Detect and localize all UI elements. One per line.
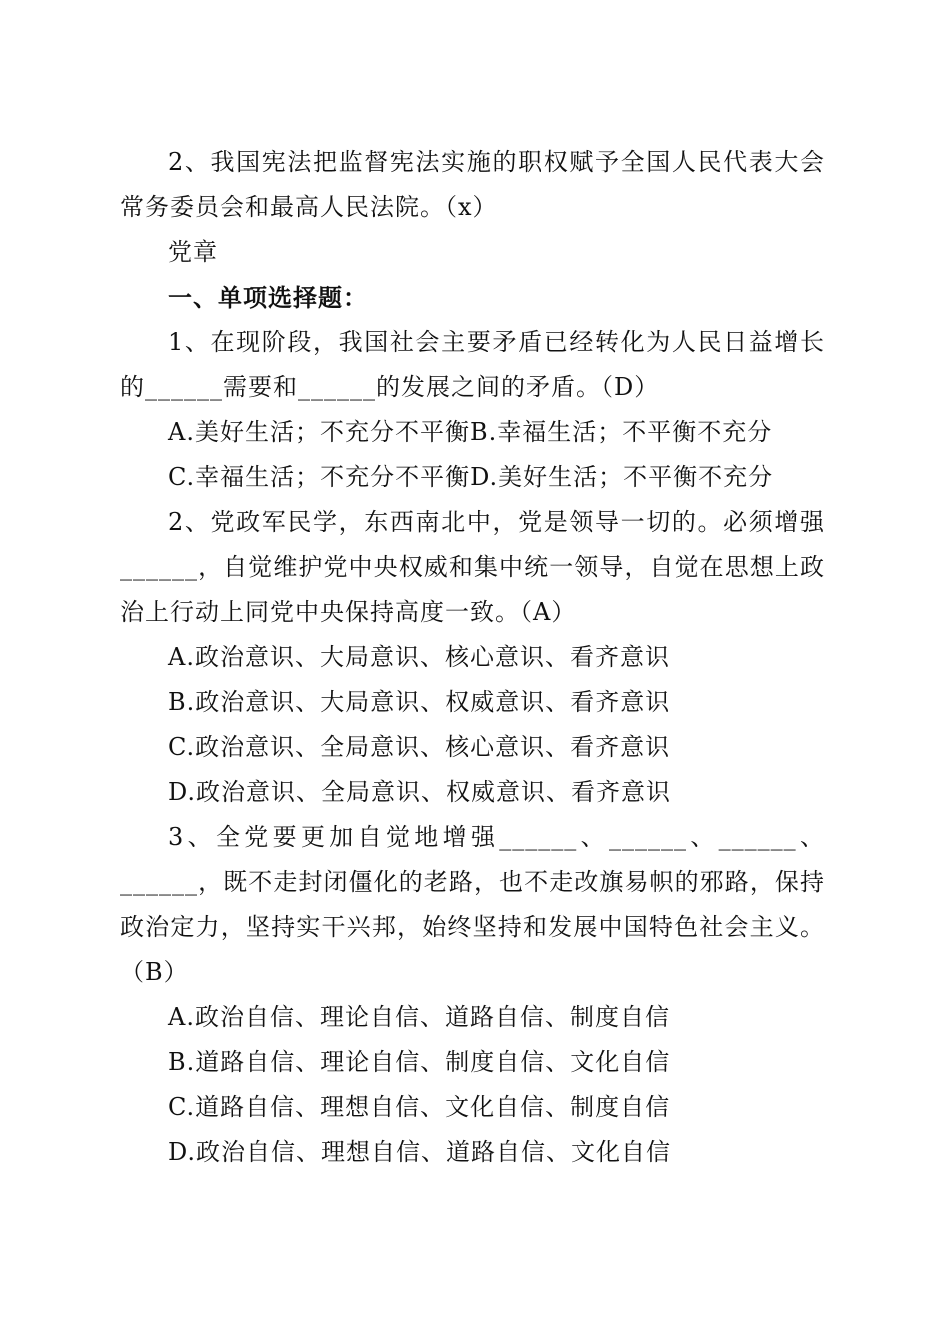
question-2-option-c: C.政治意识、全局意识、核心意识、看齐意识 [168,733,671,761]
question-3-option-a: A.政治自信、理论自信、道路自信、制度自信 [168,1003,670,1031]
question-3-option-d: D.政治自信、理想自信、道路自信、文化自信 [168,1138,672,1166]
question-2: 2、党政军民学，东西南北中，党是领导一切的。必须增强______，自觉维护党中央权威和集中统一领导，自觉在思想上政治上行动上同党中央保持高度一致。（A） [120,508,825,626]
question-const-2: 2、我国宪法把监督宪法实施的职权赋予全国人民代表大会常务委员会和最高人民法院。（x） [120,148,825,221]
question-2-option-a: A.政治意识、大局意识、核心意识、看齐意识 [168,643,670,671]
question-3: 3、全党要更加自觉地增强______、______、______、______，既不走封闭僵化的老路，也不走改旗易帜的邪路，保持政治定力，坚持实干兴邦，始终坚持和发展中国特色社会主义。（B） [120,823,825,986]
section-heading-single-choice: 一、单项选择题： [168,283,368,312]
question-1-options-cd: C.幸福生活；不充分不平衡D.美好生活；不平衡不充分 [168,463,774,491]
question-2-option-d: D.政治意识、全局意识、权威意识、看齐意识 [168,778,672,806]
question-1-options-ab: A.美好生活；不充分不平衡B.幸福生活；不平衡不充分 [168,418,773,446]
question-2-option-b: B.政治意识、大局意识、权威意识、看齐意识 [168,688,671,716]
question-3-option-c: C.道路自信、理想自信、文化自信、制度自信 [168,1093,671,1121]
document-page [120,140,825,1175]
question-1: 1、在现阶段，我国社会主要矛盾已经转化为人民日益增长的______需要和______的发展之间的矛盾。（D） [120,328,825,401]
question-3-option-b: B.道路自信、理论自信、制度自信、文化自信 [168,1048,671,1076]
section-title-party-constitution: 党章 [168,238,218,266]
